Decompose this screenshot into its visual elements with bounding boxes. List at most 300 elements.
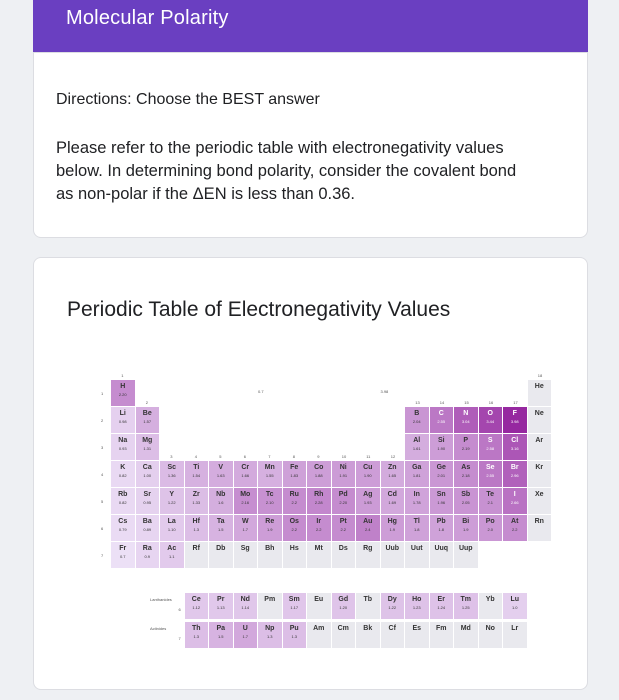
element-cell-bk xyxy=(356,622,380,648)
electronegativity-value: 1.24 xyxy=(437,605,446,610)
element-cell-kr xyxy=(528,461,552,487)
element-cell-uuq xyxy=(430,542,454,568)
element-cell-li xyxy=(111,407,135,433)
electronegativity-value: 1.20 xyxy=(339,605,348,610)
group-label: 9 xyxy=(317,454,320,459)
electronegativity-value: 1.83 xyxy=(290,473,299,478)
electronegativity-value: 2.4 xyxy=(364,527,371,532)
element-symbol: Sn xyxy=(436,491,446,498)
element-symbol: Bh xyxy=(265,545,275,552)
element-symbol: Np xyxy=(265,625,275,632)
electronegativity-value: 2.05 xyxy=(461,500,470,505)
electronegativity-value: 3.98 xyxy=(510,419,519,424)
element-cell-pt xyxy=(332,515,356,541)
element-symbol: Po xyxy=(485,518,495,525)
electronegativity-value: 1.91 xyxy=(339,473,348,478)
element-cell-fm xyxy=(430,622,454,648)
element-cell-es xyxy=(405,622,429,648)
element-cell-pm xyxy=(258,593,282,619)
series-period-marker: 7 xyxy=(178,636,181,641)
element-symbol: Ag xyxy=(363,491,373,498)
group-label: 17 xyxy=(513,400,518,405)
group-label: 13 xyxy=(415,400,420,405)
electronegativity-value: 1.25 xyxy=(461,605,470,610)
electronegativity-value: 1.69 xyxy=(388,500,397,505)
element-cell-w xyxy=(234,515,258,541)
element-cell-te xyxy=(479,488,503,514)
electronegativity-value: 2.18 xyxy=(461,473,470,478)
period-label: 2 xyxy=(101,417,104,423)
element-symbol: K xyxy=(120,464,126,471)
electronegativity-value: 0.95 xyxy=(143,500,152,505)
element-symbol: W xyxy=(241,518,249,525)
element-cell-ir xyxy=(307,515,331,541)
electronegativity-value: 1.81 xyxy=(412,473,421,478)
element-cell-hf xyxy=(185,515,209,541)
electronegativity-value: 0.82 xyxy=(118,473,127,478)
electronegativity-value: 1.9 xyxy=(462,527,469,532)
element-cell-ta xyxy=(209,515,233,541)
element-cell-h xyxy=(111,380,135,406)
element-cell-i xyxy=(503,488,527,514)
element-cell-cu xyxy=(356,461,380,487)
element-cell-hg xyxy=(381,515,405,541)
electronegativity-value: 1.88 xyxy=(314,473,323,478)
element-cell-n xyxy=(454,407,478,433)
element-cell-f xyxy=(503,407,527,433)
element-cell-in xyxy=(405,488,429,514)
element-cell-p xyxy=(454,434,478,460)
element-symbol: Ta xyxy=(216,518,225,525)
element-cell-fe xyxy=(283,461,307,487)
group-label: 2 xyxy=(145,400,148,405)
electronegativity-value: 1.1 xyxy=(168,554,175,559)
element-cell-re xyxy=(258,515,282,541)
element-symbol: Cu xyxy=(363,464,373,471)
element-cell-no xyxy=(479,622,503,648)
element-cell-ru xyxy=(283,488,307,514)
period-label: 5 xyxy=(101,498,104,504)
element-symbol: Mt xyxy=(314,545,323,552)
element-cell-cm xyxy=(332,622,356,648)
element-cell-pu xyxy=(283,622,307,648)
electronegativity-value: 0.89 xyxy=(143,527,152,532)
element-symbol: Pu xyxy=(289,625,299,632)
electronegativity-value: 1.78 xyxy=(412,500,421,505)
electronegativity-value: 0.93 xyxy=(118,446,127,451)
electronegativity-value: 1.61 xyxy=(412,446,421,451)
element-symbol: As xyxy=(461,464,471,471)
element-symbol: H xyxy=(120,383,126,390)
element-symbol: Ds xyxy=(338,545,348,552)
electronegativity-value: 1.66 xyxy=(241,473,250,478)
electronegativity-value: 1.90 xyxy=(363,473,372,478)
element-cell-cd xyxy=(381,488,405,514)
element-symbol: Si xyxy=(437,437,445,444)
electronegativity-value: 0.9 xyxy=(144,554,151,559)
group-label: 15 xyxy=(464,400,469,405)
electronegativity-value: 1.13 xyxy=(216,605,225,610)
element-cell-k xyxy=(111,461,135,487)
element-cell-nd xyxy=(234,593,258,619)
element-cell-b xyxy=(405,407,429,433)
element-symbol: Cl xyxy=(511,437,519,444)
electronegativity-value: 3.44 xyxy=(486,419,495,424)
element-symbol: Mg xyxy=(142,437,153,444)
element-cell-si xyxy=(430,434,454,460)
electronegativity-value: 2.10 xyxy=(265,500,274,505)
element-cell-rg xyxy=(356,542,380,568)
element-cell-eu xyxy=(307,593,331,619)
element-cell-cr xyxy=(234,461,258,487)
electronegativity-value: 0.98 xyxy=(118,419,127,424)
electronegativity-value: 2.04 xyxy=(412,419,421,424)
element-cell-sr xyxy=(136,488,160,514)
element-cell-cf xyxy=(381,622,405,648)
actinide-series-label: Actinides xyxy=(150,626,167,631)
electronegativity-value: 2.2 xyxy=(340,527,347,532)
group-label: 18 xyxy=(537,373,543,378)
electronegativity-value: 1.12 xyxy=(192,605,201,610)
element-cell-lu xyxy=(503,593,527,619)
element-symbol: Ti xyxy=(193,464,200,471)
element-symbol: Bk xyxy=(363,625,373,632)
element-symbol: Na xyxy=(118,437,128,444)
element-symbol: Uup xyxy=(458,545,473,552)
group-label: 14 xyxy=(439,400,445,405)
electronegativity-value: 1.96 xyxy=(437,500,446,505)
element-symbol: Co xyxy=(314,464,324,471)
electronegativity-value: 2.2 xyxy=(511,527,518,532)
element-symbol: Rf xyxy=(192,545,200,552)
electronegativity-value: 1.65 xyxy=(388,473,397,478)
element-symbol: Pa xyxy=(216,625,226,632)
element-cell-c xyxy=(430,407,454,433)
scale-label: 0.7 xyxy=(258,389,264,395)
element-cell-at xyxy=(503,515,527,541)
electronegativity-value: 2.2 xyxy=(315,527,322,532)
element-cell-cs xyxy=(111,515,135,541)
electronegativity-value: 0.82 xyxy=(118,500,127,505)
element-symbol: N xyxy=(463,410,469,417)
element-cell-bh xyxy=(258,542,282,568)
element-symbol: Uut xyxy=(410,545,423,552)
group-label: 3 xyxy=(170,454,173,459)
element-cell-pd xyxy=(332,488,356,514)
element-symbol: Am xyxy=(313,625,325,632)
element-cell-tc xyxy=(258,488,282,514)
element-cell-mo xyxy=(234,488,258,514)
element-cell-se xyxy=(479,461,503,487)
element-symbol: Br xyxy=(510,464,519,471)
group-label: 16 xyxy=(488,400,494,405)
element-cell-br xyxy=(503,461,527,487)
electronegativity-value: 1.5 xyxy=(217,634,224,639)
electronegativity-value: 1.14 xyxy=(241,605,250,610)
series-period-marker: 6 xyxy=(178,607,181,612)
element-symbol: At xyxy=(511,518,519,525)
element-symbol: Ge xyxy=(436,464,446,471)
electronegativity-value: 1.0 xyxy=(511,605,518,610)
lanthanide-series-label: Lanthanides xyxy=(150,597,172,602)
element-cell-mt xyxy=(307,542,331,568)
element-symbol: Y xyxy=(169,491,175,498)
electronegativity-value: 3.16 xyxy=(510,446,519,451)
electronegativity-value: 2.0 xyxy=(487,527,494,532)
element-symbol: Mo xyxy=(240,491,251,498)
element-cell-ag xyxy=(356,488,380,514)
element-cell-ti xyxy=(185,461,209,487)
electronegativity-value: 1.3 xyxy=(266,634,273,639)
element-cell-u xyxy=(234,622,258,648)
element-symbol: Re xyxy=(265,518,275,525)
element-cell-sn xyxy=(430,488,454,514)
element-symbol: Be xyxy=(142,410,152,417)
element-cell-sb xyxy=(454,488,478,514)
electronegativity-value: 1.9 xyxy=(389,527,396,532)
electronegativity-value: 1.22 xyxy=(167,500,176,505)
element-cell-ge xyxy=(430,461,454,487)
element-cell-rf xyxy=(185,542,209,568)
element-cell-pb xyxy=(430,515,454,541)
element-symbol: Nb xyxy=(216,491,226,498)
element-cell-ne xyxy=(528,407,552,433)
element-symbol: Ac xyxy=(167,545,177,552)
electronegativity-value: 1.36 xyxy=(167,473,176,478)
element-symbol: Pr xyxy=(217,596,225,603)
element-cell-tb xyxy=(356,593,380,619)
element-cell-gd xyxy=(332,593,356,619)
element-symbol: B xyxy=(414,410,420,417)
element-symbol: Cm xyxy=(337,625,349,632)
element-symbol: Lr xyxy=(511,625,519,632)
electronegativity-value: 2.55 xyxy=(486,473,495,478)
element-cell-v xyxy=(209,461,233,487)
element-symbol: Ar xyxy=(535,437,544,444)
element-symbol: Sb xyxy=(461,491,471,498)
element-cell-o xyxy=(479,407,503,433)
period-label: 4 xyxy=(101,471,104,477)
element-symbol: Ce xyxy=(191,596,201,603)
element-cell-xe xyxy=(528,488,552,514)
electronegativity-value: 0.7 xyxy=(119,554,126,559)
element-symbol: Fe xyxy=(290,464,299,471)
electronegativity-value: 1.55 xyxy=(265,473,274,478)
electronegativity-value: 2.58 xyxy=(486,446,495,451)
element-cell-uut xyxy=(405,542,429,568)
electronegativity-value: 2.2 xyxy=(291,527,298,532)
electronegativity-value: 0.79 xyxy=(118,527,127,532)
element-symbol: Bi xyxy=(462,518,470,525)
electronegativity-value: 1.9 xyxy=(266,527,273,532)
element-symbol: F xyxy=(512,410,517,417)
element-cell-zr xyxy=(185,488,209,514)
element-symbol: Tm xyxy=(460,596,471,603)
element-symbol: No xyxy=(485,625,495,632)
element-cell-md xyxy=(454,622,478,648)
element-cell-rn xyxy=(528,515,552,541)
element-cell-pr xyxy=(209,593,233,619)
element-cell-as xyxy=(454,461,478,487)
question-card xyxy=(33,52,588,238)
element-symbol: In xyxy=(413,491,420,498)
element-symbol: Al xyxy=(413,437,421,444)
element-symbol: Au xyxy=(363,518,373,525)
electronegativity-value: 1.00 xyxy=(143,473,152,478)
element-symbol: Mn xyxy=(264,464,275,471)
electronegativity-value: 1.57 xyxy=(143,419,152,424)
element-symbol: Ca xyxy=(142,464,152,471)
element-cell-bi xyxy=(454,515,478,541)
question-text: Please refer to the periodic table with electronegativity values below. In determining bond polarity, consider the covalent bond as non-polar if the ΔEN is less than 0.36. xyxy=(56,139,517,203)
element-cell-ca xyxy=(136,461,160,487)
element-symbol: Pm xyxy=(264,596,276,603)
element-cell-lr xyxy=(503,622,527,648)
electronegativity-value: 1.7 xyxy=(242,634,249,639)
element-cell-la xyxy=(160,515,184,541)
element-cell-mg xyxy=(136,434,160,460)
element-symbol: Uuq xyxy=(434,545,449,552)
element-symbol: Tl xyxy=(413,518,420,525)
element-cell-nb xyxy=(209,488,233,514)
element-symbol: Zr xyxy=(192,491,200,498)
element-symbol: O xyxy=(487,410,493,417)
electronegativity-value: 1.33 xyxy=(192,500,201,505)
electronegativity-value: 2.55 xyxy=(437,419,446,424)
element-symbol: U xyxy=(242,625,248,632)
element-cell-sm xyxy=(283,593,307,619)
element-symbol: Hf xyxy=(192,518,200,525)
electronegativity-value: 1.17 xyxy=(290,605,299,610)
element-symbol: Rh xyxy=(314,491,324,498)
element-cell-th xyxy=(185,622,209,648)
group-label: 4 xyxy=(194,454,197,459)
group-label: 8 xyxy=(292,454,295,459)
element-cell-sg xyxy=(234,542,258,568)
element-symbol: Pd xyxy=(338,491,348,498)
electronegativity-value: 2.66 xyxy=(510,500,519,505)
form-header xyxy=(33,0,588,53)
element-symbol: P xyxy=(463,437,469,444)
element-cell-am xyxy=(307,622,331,648)
element-symbol: Hg xyxy=(387,518,397,525)
element-symbol: Lu xyxy=(510,596,520,603)
electronegativity-value: 1.63 xyxy=(216,473,225,478)
element-symbol: Sm xyxy=(288,596,300,603)
element-symbol: Cr xyxy=(241,464,250,471)
element-cell-mn xyxy=(258,461,282,487)
element-cell-cl xyxy=(503,434,527,460)
element-cell-tm xyxy=(454,593,478,619)
element-symbol: Sg xyxy=(240,545,250,552)
element-symbol: Nd xyxy=(240,596,250,603)
electronegativity-value: 1.23 xyxy=(412,605,421,610)
element-cell-ra xyxy=(136,542,160,568)
element-cell-rb xyxy=(111,488,135,514)
electronegativity-value: 1.7 xyxy=(242,527,249,532)
electronegativity-value: 2.1 xyxy=(487,500,494,505)
element-symbol: Kr xyxy=(535,464,544,471)
element-symbol: Tc xyxy=(265,491,274,498)
group-label: 10 xyxy=(341,454,347,459)
element-cell-s xyxy=(479,434,503,460)
element-symbol: Pt xyxy=(339,518,347,525)
element-symbol: Rn xyxy=(534,518,544,525)
electronegativity-value: 1.3 xyxy=(193,527,200,532)
element-cell-zn xyxy=(381,461,405,487)
element-symbol: Ir xyxy=(316,518,322,525)
element-cell-ni xyxy=(332,461,356,487)
element-symbol: Ne xyxy=(534,410,544,417)
electronegativity-value: 2.19 xyxy=(461,446,470,451)
element-symbol: V xyxy=(218,464,224,471)
element-cell-uup xyxy=(454,542,478,568)
period-label: 1 xyxy=(101,390,104,396)
element-symbol: Zn xyxy=(387,464,397,471)
element-cell-np xyxy=(258,622,282,648)
electronegativity-value: 1.8 xyxy=(438,527,445,532)
element-cell-ba xyxy=(136,515,160,541)
group-label: 6 xyxy=(243,454,246,459)
electronegativity-value: 2.20 xyxy=(118,392,127,397)
element-symbol: Rg xyxy=(363,545,373,552)
electronegativity-value: 2.2 xyxy=(291,500,298,505)
group-label: 11 xyxy=(366,454,371,459)
element-symbol: Md xyxy=(460,625,471,632)
periodic-table-card xyxy=(33,257,588,690)
element-cell-ga xyxy=(405,461,429,487)
element-symbol: Sc xyxy=(167,464,177,471)
element-symbol: Fr xyxy=(119,545,127,552)
element-cell-ho xyxy=(405,593,429,619)
electronegativity-value: 2.20 xyxy=(339,500,348,505)
element-cell-co xyxy=(307,461,331,487)
element-cell-ar xyxy=(528,434,552,460)
element-cell-fr xyxy=(111,542,135,568)
element-cell-yb xyxy=(479,593,503,619)
electronegativity-value: 2.01 xyxy=(437,473,446,478)
electronegativity-value: 1.22 xyxy=(388,605,397,610)
element-symbol: Db xyxy=(216,545,226,552)
element-symbol: Eu xyxy=(314,596,324,603)
scale-label: 3.98 xyxy=(380,389,389,395)
element-cell-er xyxy=(430,593,454,619)
element-cell-y xyxy=(160,488,184,514)
period-label: 6 xyxy=(101,525,104,531)
element-symbol: Gd xyxy=(338,596,349,603)
electronegativity-value: 3.04 xyxy=(461,419,470,424)
element-symbol: Fm xyxy=(436,625,447,632)
element-cell-pa xyxy=(209,622,233,648)
element-cell-ds xyxy=(332,542,356,568)
element-cell-ce xyxy=(185,593,209,619)
element-symbol: Th xyxy=(191,625,201,632)
element-cell-uub xyxy=(381,542,405,568)
element-symbol: Pb xyxy=(436,518,446,525)
electronegativity-value: 1.5 xyxy=(217,527,224,532)
electronegativity-value: 1.8 xyxy=(413,527,420,532)
element-symbol: Cd xyxy=(387,491,397,498)
element-cell-hs xyxy=(283,542,307,568)
element-cell-au xyxy=(356,515,380,541)
element-cell-tl xyxy=(405,515,429,541)
group-label: 5 xyxy=(219,454,222,459)
element-symbol: I xyxy=(513,491,516,498)
element-symbol: La xyxy=(167,518,176,525)
element-symbol: Tb xyxy=(363,596,373,603)
element-symbol: Ba xyxy=(142,518,152,525)
element-cell-dy xyxy=(381,593,405,619)
